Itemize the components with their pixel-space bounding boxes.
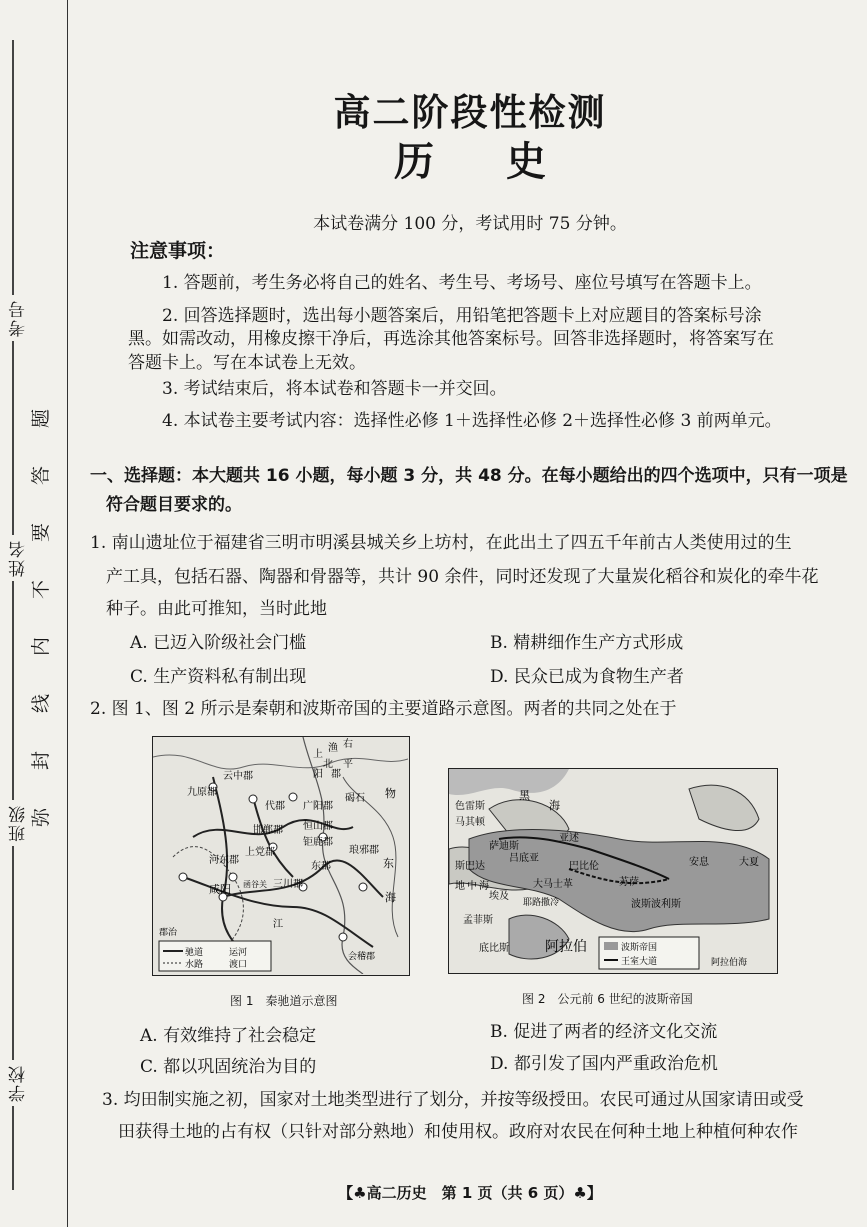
class-label: 班级	[6, 800, 31, 846]
map-label: 代郡	[265, 801, 285, 812]
map-label: 物	[385, 787, 396, 800]
map-label: 亚述	[559, 833, 579, 844]
subject-title: 历史	[394, 139, 618, 185]
q2-option-d: D. 都引发了国内严重政治危机	[490, 1054, 718, 1074]
map-label: 孟菲斯	[463, 915, 493, 926]
map-label: 九原郡	[187, 787, 217, 798]
map-label: 地	[455, 881, 465, 892]
map-label: 江	[273, 919, 283, 930]
map-label: 斯巴达	[455, 861, 485, 872]
q1-option-c: C. 生产资料私有制出现	[130, 667, 307, 687]
map-label: 渔	[328, 743, 338, 754]
persia-road-map	[448, 768, 778, 974]
binding-margin	[0, 0, 68, 1227]
legend-text: 波斯帝国	[621, 943, 658, 953]
map-label: 波斯波利斯	[631, 899, 681, 910]
map-label: 阳	[313, 769, 323, 780]
map-label: 钜鹿郡	[303, 837, 333, 848]
map-label: 色雷斯	[455, 801, 485, 812]
map-label: 咸阳	[209, 883, 231, 896]
name-label: 姓名	[6, 535, 31, 581]
binding-line	[12, 40, 14, 1190]
seal-char: 不	[30, 579, 53, 600]
legend-text: 渡口	[229, 960, 248, 970]
notice-line: 黑。如需改动，用橡皮擦干净后，再选涂其他答案标号。回答非选择题时，将答案写在	[128, 329, 774, 349]
notice-line: 1. 答题前，考生务必将自己的姓名、考生号、考场号、座位号填写在答题卡上。	[162, 273, 762, 293]
legend-text: 王室大道	[621, 957, 658, 967]
seal-char: 答	[30, 465, 53, 486]
seal-char: 封	[30, 750, 53, 771]
map-label: 东	[383, 857, 394, 870]
map-label: 苏萨	[619, 877, 639, 888]
seal-char: 内	[30, 636, 53, 657]
legend-text: 水路	[185, 960, 204, 970]
q3-stem: 3. 均田制实施之初，国家对土地类型进行了划分，并按等级授田。农民可通过从国家请田或受	[102, 1090, 804, 1110]
notice-line: 3. 考试结束后，将本试卷和答题卡一并交回。	[162, 379, 507, 399]
map-label: 上	[313, 749, 323, 760]
map-label: 函谷关	[243, 880, 267, 889]
notice-line: 答题卡上。写在本试卷上无效。	[128, 353, 366, 373]
exam-info: 本试卷满分 100 分，考试用时 75 分钟。	[313, 214, 627, 234]
map-label: 右	[343, 739, 353, 750]
map-label: 广阳郡	[303, 801, 333, 812]
seal-char: 线	[30, 693, 53, 714]
map-label: 大夏	[739, 857, 759, 868]
map-label: 黑	[519, 789, 530, 802]
legend-text: 驰道	[185, 948, 204, 958]
map-label: 萨迪斯	[489, 841, 519, 852]
q1-stem: 产工具，包括石器、陶器和骨器等，共计 90 余件，同时还发现了大量炭化稻谷和炭化的牵牛花	[106, 567, 819, 587]
map-label: 会稽郡	[348, 952, 376, 962]
legend-text: 郡治	[159, 928, 178, 938]
seal-char: 要	[30, 522, 53, 543]
map-label: 马其顿	[455, 817, 485, 828]
legend-text: 运河	[229, 948, 248, 958]
school-label: 学校	[6, 1060, 31, 1106]
map-label: 东郡	[311, 861, 331, 872]
map-label: 安息	[689, 857, 709, 868]
map-label: 恒山郡	[303, 821, 333, 832]
map-label: 中	[467, 881, 477, 892]
q1-option-b: B. 精耕细作生产方式形成	[490, 633, 684, 653]
map-label: 碣石	[345, 793, 365, 804]
map-label: 郡	[331, 769, 341, 780]
map-label: 上党郡	[245, 847, 275, 858]
map-label: 阿拉伯	[545, 939, 587, 955]
notice-line: 4. 本试卷主要考试内容：选择性必修 1＋选择性必修 2＋选择性必修 3 前两单元。	[162, 411, 782, 431]
fig2-caption: 图 2 公元前 6 世纪的波斯帝国	[522, 992, 693, 1006]
map-label: 邯郸郡	[253, 825, 283, 836]
id-label: 考号	[6, 295, 31, 341]
q2-option-c: C. 都以巩固统治为目的	[140, 1057, 317, 1077]
seal-char: 题	[30, 408, 53, 429]
qin-road-map-svg	[153, 737, 408, 974]
map-label: 三川郡	[273, 879, 303, 890]
q2-stem: 2. 图 1、图 2 所示是秦朝和波斯帝国的主要道路示意图。两者的共同之处在于	[90, 699, 677, 719]
map-label: 大马士革	[533, 879, 573, 890]
map-label: 底比斯	[479, 943, 509, 954]
q1-option-a: A. 已迈入阶级社会门槛	[130, 633, 307, 653]
map-label: 巴比伦	[569, 861, 599, 872]
map-label: 云中郡	[223, 771, 253, 782]
section-heading-2: 符合题目要求的。	[106, 495, 242, 515]
exam-title: 高二阶段性检测	[333, 91, 607, 134]
map-label: 北	[323, 759, 333, 770]
map-label: 海	[385, 891, 396, 904]
map-label: 埃及	[489, 891, 509, 902]
map-label: 平	[343, 759, 353, 770]
q1-stem: 1. 南山遗址位于福建省三明市明溪县城关乡上坊村，在此出土了四五千年前古人类使用过的生	[90, 533, 792, 553]
section-heading: 一、选择题：本大题共 16 小题，每小题 3 分，共 48 分。在每小题给出的四个选项中，只有一项是	[90, 466, 848, 486]
seal-warning	[30, 405, 53, 831]
qin-road-map	[152, 736, 410, 976]
q1-stem: 种子。由此可推知，当时此地	[106, 599, 327, 619]
q2-option-a: A. 有效维持了社会稳定	[140, 1026, 317, 1046]
fig1-caption: 图 1 秦驰道示意图	[230, 994, 338, 1008]
map-label: 阿拉伯海	[711, 958, 748, 968]
map-label: 海	[479, 881, 489, 892]
notice-line: 2. 回答选择题时，选出每小题答案后，用铅笔把答题卡上对应题目的答案标号涂	[162, 306, 762, 326]
map-label: 海	[549, 799, 560, 812]
q3-stem: 田获得土地的占有权（只针对部分熟地）和使用权。政府对农民在何种土地上种植何种农作	[118, 1122, 798, 1142]
map-label: 河东郡	[209, 855, 239, 866]
notice-heading: 注意事项：	[130, 240, 226, 262]
map-label: 吕底亚	[509, 853, 539, 864]
map-label: 耶路撒冷	[523, 898, 560, 908]
seal-char: 弥	[30, 807, 53, 828]
q2-option-b: B. 促进了两者的经济文化交流	[490, 1022, 718, 1042]
page-footer: 【♣高二历史 第 1 页（共 6 页）♣】	[338, 1184, 602, 1202]
persia-road-map-svg	[449, 769, 776, 972]
q1-option-d: D. 民众已成为食物生产者	[490, 667, 684, 687]
map-label: 琅邪郡	[349, 845, 379, 856]
